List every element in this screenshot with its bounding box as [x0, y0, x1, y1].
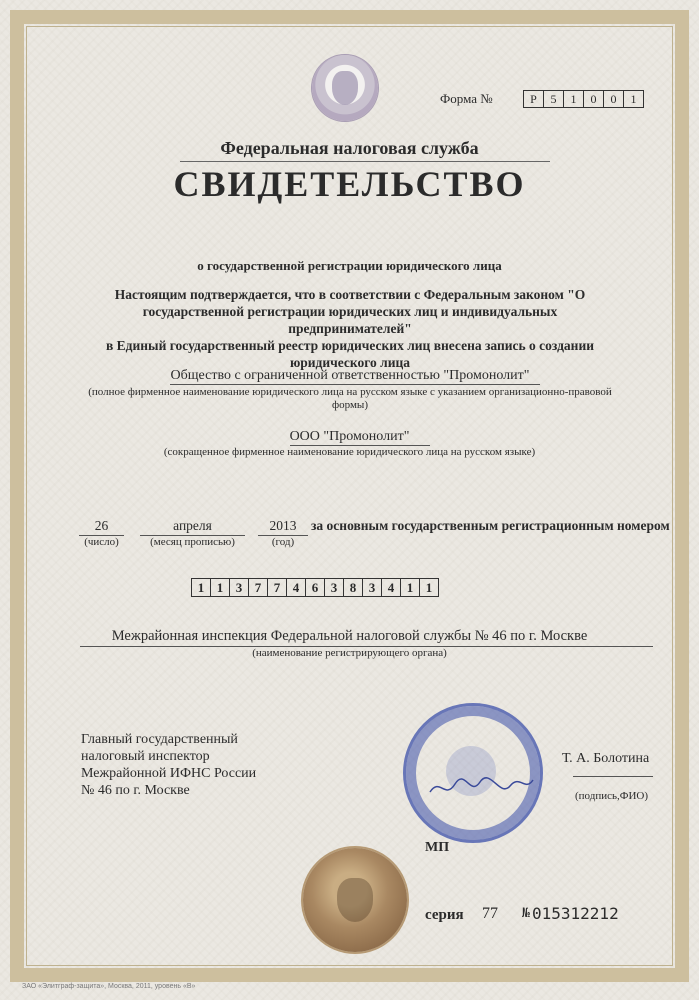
agency-name: Федеральная налоговая служба — [220, 138, 479, 158]
signature-underline — [573, 776, 653, 777]
ogrn-digit: 8 — [344, 578, 363, 597]
full-name-caption-line: формы) — [332, 399, 368, 411]
form-code-cell: 0 — [584, 90, 604, 108]
ogrn-digit: 6 — [306, 578, 325, 597]
full-name-caption-line: (полное фирменное наименование юридического лица на русском языке с указанием организационно-правовой — [88, 386, 612, 398]
ogrn-digit: 7 — [249, 578, 268, 597]
mp-label: МП — [425, 840, 450, 855]
blank-number: 015312212 — [532, 904, 619, 923]
confirmation-line: в Единый государственный реестр юридических лиц внесена запись о создании — [105, 338, 595, 353]
ogrn-number — [191, 578, 439, 597]
printer-line: ЗАО «Элитграф-защита», Москва, 2011, уровень «В» — [22, 983, 196, 990]
ogrn-digit: 4 — [382, 578, 401, 597]
number-sign: № — [522, 906, 530, 921]
ogrn-digit: 1 — [211, 578, 230, 597]
ogrn-digit: 3 — [230, 578, 249, 597]
confirmation-line: юридического лица — [289, 355, 411, 370]
ogrn-digit: 4 — [287, 578, 306, 597]
inspector-position-line: № 46 по г. Москве — [81, 783, 190, 798]
form-code-cell: Р — [523, 90, 544, 108]
emblem-icon — [312, 55, 378, 121]
signer-name: Т. А. Болотина — [562, 751, 650, 766]
confirmation-text — [100, 286, 600, 371]
title-divider — [180, 161, 550, 162]
confirmation-line: Настоящим подтверждается, что в соответствии с Федеральным законом "О — [114, 287, 586, 302]
signature-caption: (подпись,ФИО) — [575, 790, 648, 802]
ogrn-digit: 1 — [401, 578, 420, 597]
signature-icon — [425, 772, 535, 802]
full-name-caption — [80, 386, 620, 412]
authority-caption: (наименование регистрирующего органа) — [252, 647, 447, 659]
form-code-cell: 1 — [624, 90, 644, 108]
form-label: Форма № — [440, 91, 493, 106]
registering-authority: Межрайонная инспекция Федеральной налоговой службы № 46 по г. Москве — [111, 628, 588, 644]
form-code-cell: 0 — [604, 90, 624, 108]
short-name-caption: (сокращенное фирменное наименование юридического лица на русском языке) — [163, 446, 536, 458]
ogrn-digit: 1 — [191, 578, 211, 597]
ogrn-digit: 1 — [420, 578, 439, 597]
form-code-cell: 1 — [564, 90, 584, 108]
seal-icon — [303, 848, 407, 952]
ogrn-digit: 7 — [268, 578, 287, 597]
inspector-position-line: Главный государственный — [81, 732, 238, 747]
day-value: 26 — [94, 518, 109, 533]
form-code — [523, 90, 644, 108]
confirmation-line: государственной регистрации юридических лиц и индивидуальных предпринимателей" — [142, 304, 558, 336]
series-label: серия — [425, 907, 464, 923]
full-name-underline — [170, 384, 540, 385]
registration-day — [79, 518, 124, 548]
ogrn-digit: 3 — [363, 578, 382, 597]
ogrn-digit: 3 — [325, 578, 344, 597]
registration-month — [140, 518, 245, 548]
inspector-position-line: налоговый инспектор — [81, 749, 210, 764]
series-value: 77 — [482, 905, 498, 922]
month-value: апреля — [173, 518, 212, 533]
document-title: СВИДЕТЕЛЬСТВО — [173, 164, 526, 204]
month-caption: (месяц прописью) — [150, 536, 235, 548]
document-subject: о государственной регистрации юридического лица — [197, 258, 502, 273]
year-caption: (год) — [271, 536, 295, 548]
inspector-position — [81, 731, 256, 799]
inspector-position-line: Межрайонной ИФНС России — [81, 766, 257, 781]
form-code-cell: 5 — [544, 90, 564, 108]
day-caption: (число) — [84, 536, 119, 548]
company-full-name: Общество с ограниченной ответственностью "Промонолит" — [170, 368, 530, 383]
company-short-name: ООО "Промонолит" — [289, 429, 410, 444]
year-value: 2013 — [269, 518, 297, 533]
registration-number-text: за основным государственным регистрационным номером — [311, 518, 670, 533]
registration-year — [258, 518, 308, 548]
